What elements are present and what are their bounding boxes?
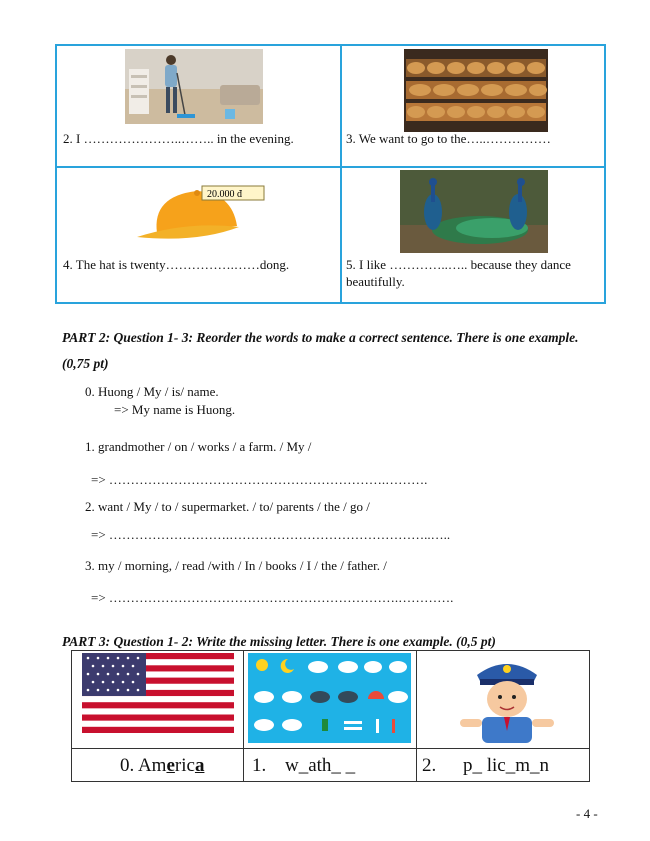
- answer-line-1: => ……………………………………………………….……….: [91, 472, 428, 487]
- table-divider: [243, 651, 244, 781]
- example-number: 0.: [85, 384, 95, 399]
- gapped-word: p_ lic_m_n: [463, 755, 550, 776]
- policeman-image: [442, 653, 572, 745]
- table-divider: [57, 166, 604, 168]
- part2-heading: PART 2: Question 1- 3: Reorder the words to make a correct sentence. There is one example. (0,75 pt): [62, 330, 579, 371]
- example-answer: => My name is Huong.: [114, 402, 236, 417]
- missing-letter-2: a: [194, 755, 205, 776]
- gapped-word: w_ath_ _: [285, 755, 356, 776]
- part3-heading: PART 3: Question 1- 2: Write the missing letter. There is one example. (0,5 pt): [62, 634, 496, 649]
- table-divider: [72, 748, 589, 749]
- question-3-text: 3. We want to go to the…..……………: [346, 131, 551, 146]
- question-5-text: 5. I like …………..….. because they dance beautifully.: [346, 257, 571, 289]
- word-mid: ric: [174, 755, 195, 776]
- weather-icons-image: [248, 653, 411, 743]
- example-sentence: Huong / My / is/ name.: [98, 384, 219, 399]
- example-line: [85, 383, 219, 400]
- question-number: 1.: [252, 755, 267, 776]
- yellow-cap-image: [127, 181, 277, 243]
- page-number: - 4 -: [576, 806, 598, 821]
- part1-table: [55, 44, 606, 304]
- answer-line-2: => ……………………….………………………………………..…..: [91, 527, 451, 542]
- question-2-word: [422, 755, 549, 777]
- table-divider: [340, 46, 342, 302]
- question-3: 3. my / morning, / read /with / In / books / I / the / father. /: [85, 558, 387, 573]
- question-2-text: 2. I …………………..…….. in the evening.: [63, 131, 294, 146]
- question-2: 2. want / My / to / supermarket. / to/ parents / the / go /: [85, 499, 370, 514]
- question-number: 2.: [422, 755, 437, 776]
- question-4-text: 4. The hat is twenty…………….……dong.: [63, 257, 290, 272]
- usa-flag-image: [82, 653, 234, 733]
- bakery-image: [404, 49, 548, 132]
- missing-letter-1: e: [166, 755, 175, 776]
- part3-table: [71, 650, 590, 782]
- woman-mopping-image: [125, 49, 263, 124]
- word-start: Am: [137, 755, 167, 776]
- answer-line-3: => ………………………………………………………….………….: [91, 590, 454, 605]
- table-divider: [416, 651, 417, 781]
- question-1-word: [252, 755, 355, 777]
- peacock-image: [400, 170, 548, 253]
- example-number: 0.: [120, 755, 135, 776]
- price-tag-text: 20.000 đ: [207, 189, 242, 200]
- example-word: [120, 755, 204, 777]
- question-1: 1. grandmother / on / works / a farm. / My /: [85, 439, 312, 454]
